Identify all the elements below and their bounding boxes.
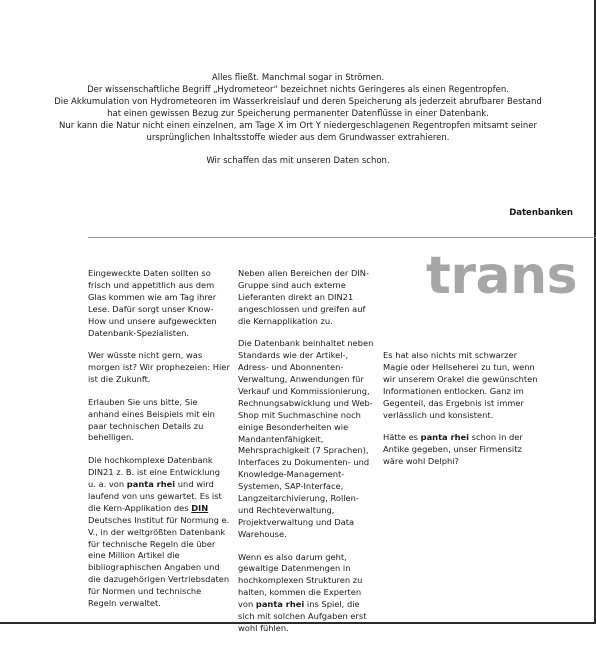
paragraph: Eingeweckte Daten sollten so frisch und appetitlich aus dem Glas kommen wie am Tag ihrer Lese. Dafür sorgt unser Know-How und unsere aufgeweckten Datenbank-Spezialisten. — [88, 268, 217, 338]
brand-name: panta rhei — [420, 432, 470, 443]
paragraph: Erlauben Sie uns bitte, Sie anhand eines Beispiels mit ein paar technischen Details zu behelligen. — [88, 396, 215, 443]
brand-name: panta rhei — [255, 599, 305, 610]
text-run: Hätte es — [383, 432, 418, 443]
text-column-3 — [383, 350, 543, 479]
headline-word: trans — [426, 246, 578, 306]
paragraph: Neben allen Bereichen der DIN-Gruppe sind auch externe Lieferanten direkt an DIN21 angeschlossen und greifen auf die Kernapplikation zu. — [238, 268, 369, 326]
paragraph: Es hat also nichts mit schwarzer Magie oder Hellseherei zu tun, wenn wir unserem Orakel die gewünschten Informationen entlocken. Ganz im Gegenteil, das Ergebnis ist immer verlässlich und konsistent. — [383, 350, 538, 420]
paragraph — [238, 552, 376, 635]
section-label: Datenbanken — [509, 208, 573, 218]
text-run: ins Spiel, die sich mit solchen Aufgaben erst wohl fühlen. — [238, 599, 367, 633]
text-run: Wenn es also darum geht, gewaltige Datenmengen in hochkomplexen Strukturen zu halten, kommen die Experten von — [238, 551, 363, 610]
text-column-1 — [88, 268, 230, 621]
intro-line: Nur kann die Natur nicht einen einzelnen, am Tage X im Ort Y niedergeschlagenen Regentropfen mitsamt seiner — [59, 121, 537, 131]
text-run: Die hochkomplexe Datenbank DIN21 z. B. ist eine Entwicklung u. a. von — [88, 455, 221, 489]
intro-text — [40, 72, 556, 167]
divider-rule — [88, 237, 596, 238]
intro-line: Der wissenschaftliche Begriff „Hydrometeor“ bezeichnet nichts Geringeres als einen Regentropfen. — [87, 85, 509, 95]
text-run: Deutsches Institut für Normung e. V., in der weltgrößten Datenbank für technische Regeln die über eine Million Artikel die bibliographischen Angaben und die dazugehörigen Vertriebsdaten für Normen und technische Regeln verwaltet. — [88, 514, 230, 609]
intro-line: Alles fließt. Manchmal sogar in Strömen. — [211, 73, 385, 83]
text-column-2 — [238, 268, 376, 646]
brand-name: panta rhei — [126, 478, 176, 489]
din-abbreviation: DIN — [191, 502, 209, 513]
text-run: schon in der Antike gegeben, unser Firmensitz wäre wohl Delphi? — [383, 432, 523, 467]
intro-line: ursprünglichen Inhaltsstoffe wieder aus dem Grundwasser extrahieren. — [146, 133, 450, 143]
paragraph — [88, 455, 230, 610]
paragraph: Die Datenbank beinhaltet neben Standards wie der Artikel-, Adress- und Abonnenten-Verwaltung, Anwendungen für Verkauf und Kommissionierung, Rechnungsabwicklung und Web-Shop mit Suchmaschine noch einige Besonderheiten wie Mandantenfähigkeit, Mehrsprachigkeit (7 Sprachen), Interfaces zu Dokumenten- und Knowledge-Management-Systemen, SAP-Interface, Langzeitarchivierung, Rollen- und Rechteverwaltung, Projektverwaltung und Data Warehouse. — [238, 338, 374, 539]
text-run: und wird laufend von uns gewartet. Es ist die Kern-Applikation des — [88, 478, 222, 513]
paragraph — [383, 432, 543, 468]
paragraph: Wer wüsste nicht gern, was morgen ist? Wir prophezeien: Hier ist die Zukunft. — [88, 350, 230, 385]
intro-line: hat einen gewissen Bezug zur Speicherung permanenter Datenflüsse in einer Datenbank. — [107, 109, 489, 119]
intro-line: Die Akkumulation von Hydrometeoren im Wasserkreislauf und deren Speicherung als jederzeit abrufbarer Bestand — [54, 97, 542, 107]
intro-closing: Wir schaffen das mit unseren Daten schon. — [206, 156, 390, 166]
